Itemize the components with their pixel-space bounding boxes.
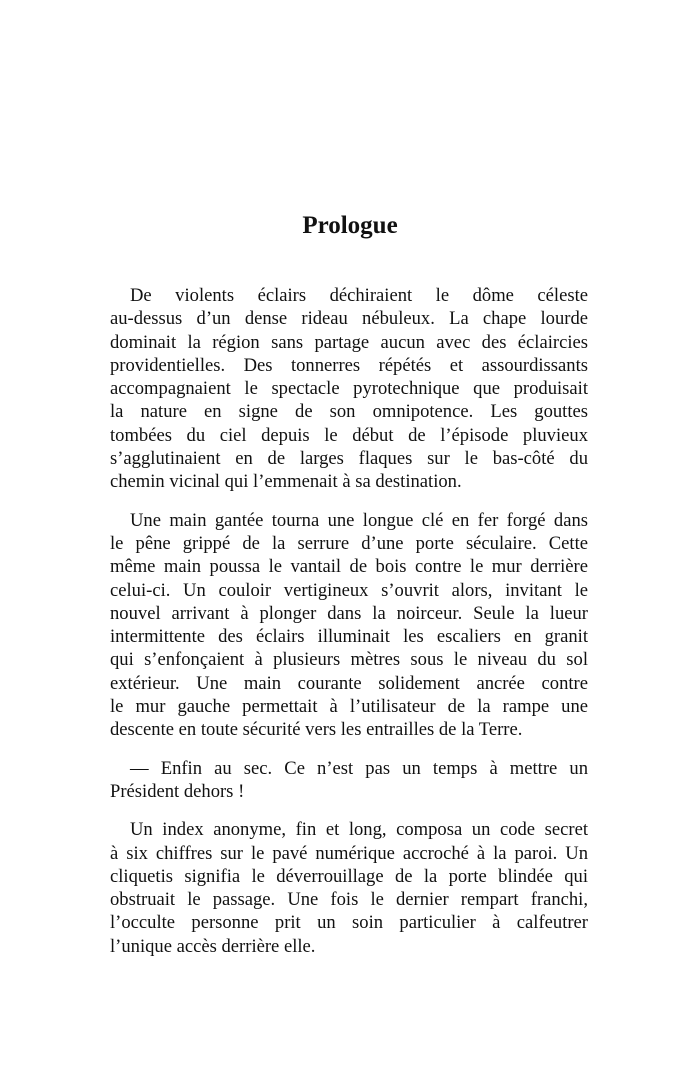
text-line: cliquetis signifia le déverrouillage de la porte blindée qui [110, 865, 588, 887]
text-line: le mur gauche permettait à l’utilisateur de la rampe une [110, 696, 588, 718]
text-line: descente en toute sécurité vers les entrailles de la Terre. [110, 719, 523, 741]
text-line: l’unique accès derrière elle. [110, 935, 316, 957]
text-line: obstruait le passage. Une fois le dernier rempart franchi, [110, 889, 588, 911]
text-line: intermittente des éclairs illuminait les escaliers en granit [110, 626, 588, 648]
text-line: nouvel arrivant à plonger dans la noirceur. Seule la lueur [110, 602, 588, 624]
text-line: extérieur. Une main courante solidement ancrée contre [110, 672, 588, 694]
paragraph [110, 509, 588, 742]
chapter-body [110, 284, 588, 973]
text-line: tombées du ciel depuis le début de l’épisode pluvieux [110, 424, 588, 446]
text-line: s’agglutinaient en de larges flaques sur le bas-côté du [110, 448, 588, 470]
text-line: accompagnaient le spectacle pyrotechnique que produisait [110, 378, 588, 400]
text-line: De violents éclairs déchiraient le dôme céleste [130, 285, 588, 306]
text-line: Président dehors ! [110, 780, 245, 802]
paragraph [110, 818, 588, 958]
text-line: dominait la région sans partage aucun avec des éclaircies [110, 331, 588, 353]
text-line: au-dessus d’un dense rideau nébuleux. La chape lourde [110, 308, 588, 330]
text-line: même main poussa le vantail de bois contre le mur derrière [110, 556, 588, 578]
text-line: qui s’enfonçaient à plusieurs mètres sous le niveau du sol [110, 649, 588, 671]
text-line: chemin vicinal qui l’emmenait à sa destination. [110, 471, 462, 493]
text-line: l’occulte personne prit un soin particulier à calfeutrer [110, 912, 588, 934]
text-line: Une main gantée tourna une longue clé en fer forgé dans [130, 509, 588, 531]
text-line: — Enfin au sec. Ce n’est pas un temps à mettre un [130, 757, 588, 779]
text-line: providentielles. Des tonnerres répétés et assourdissants [110, 354, 588, 376]
text-line: le pêne grippé de la serrure d’une porte séculaire. Cette [110, 532, 588, 554]
paragraph [110, 757, 588, 804]
text-line: celui-ci. Un couloir vertigineux s’ouvrit alors, invitant le [110, 579, 588, 601]
chapter-title: Prologue [302, 212, 398, 239]
text-line: la nature en signe de son omnipotence. Les gouttes [110, 401, 588, 423]
paragraph [110, 284, 588, 494]
text-line: à six chiffres sur le pavé numérique accroché à la paroi. Un [110, 842, 588, 864]
text-line: Un index anonyme, fin et long, composa un code secret [130, 819, 588, 841]
